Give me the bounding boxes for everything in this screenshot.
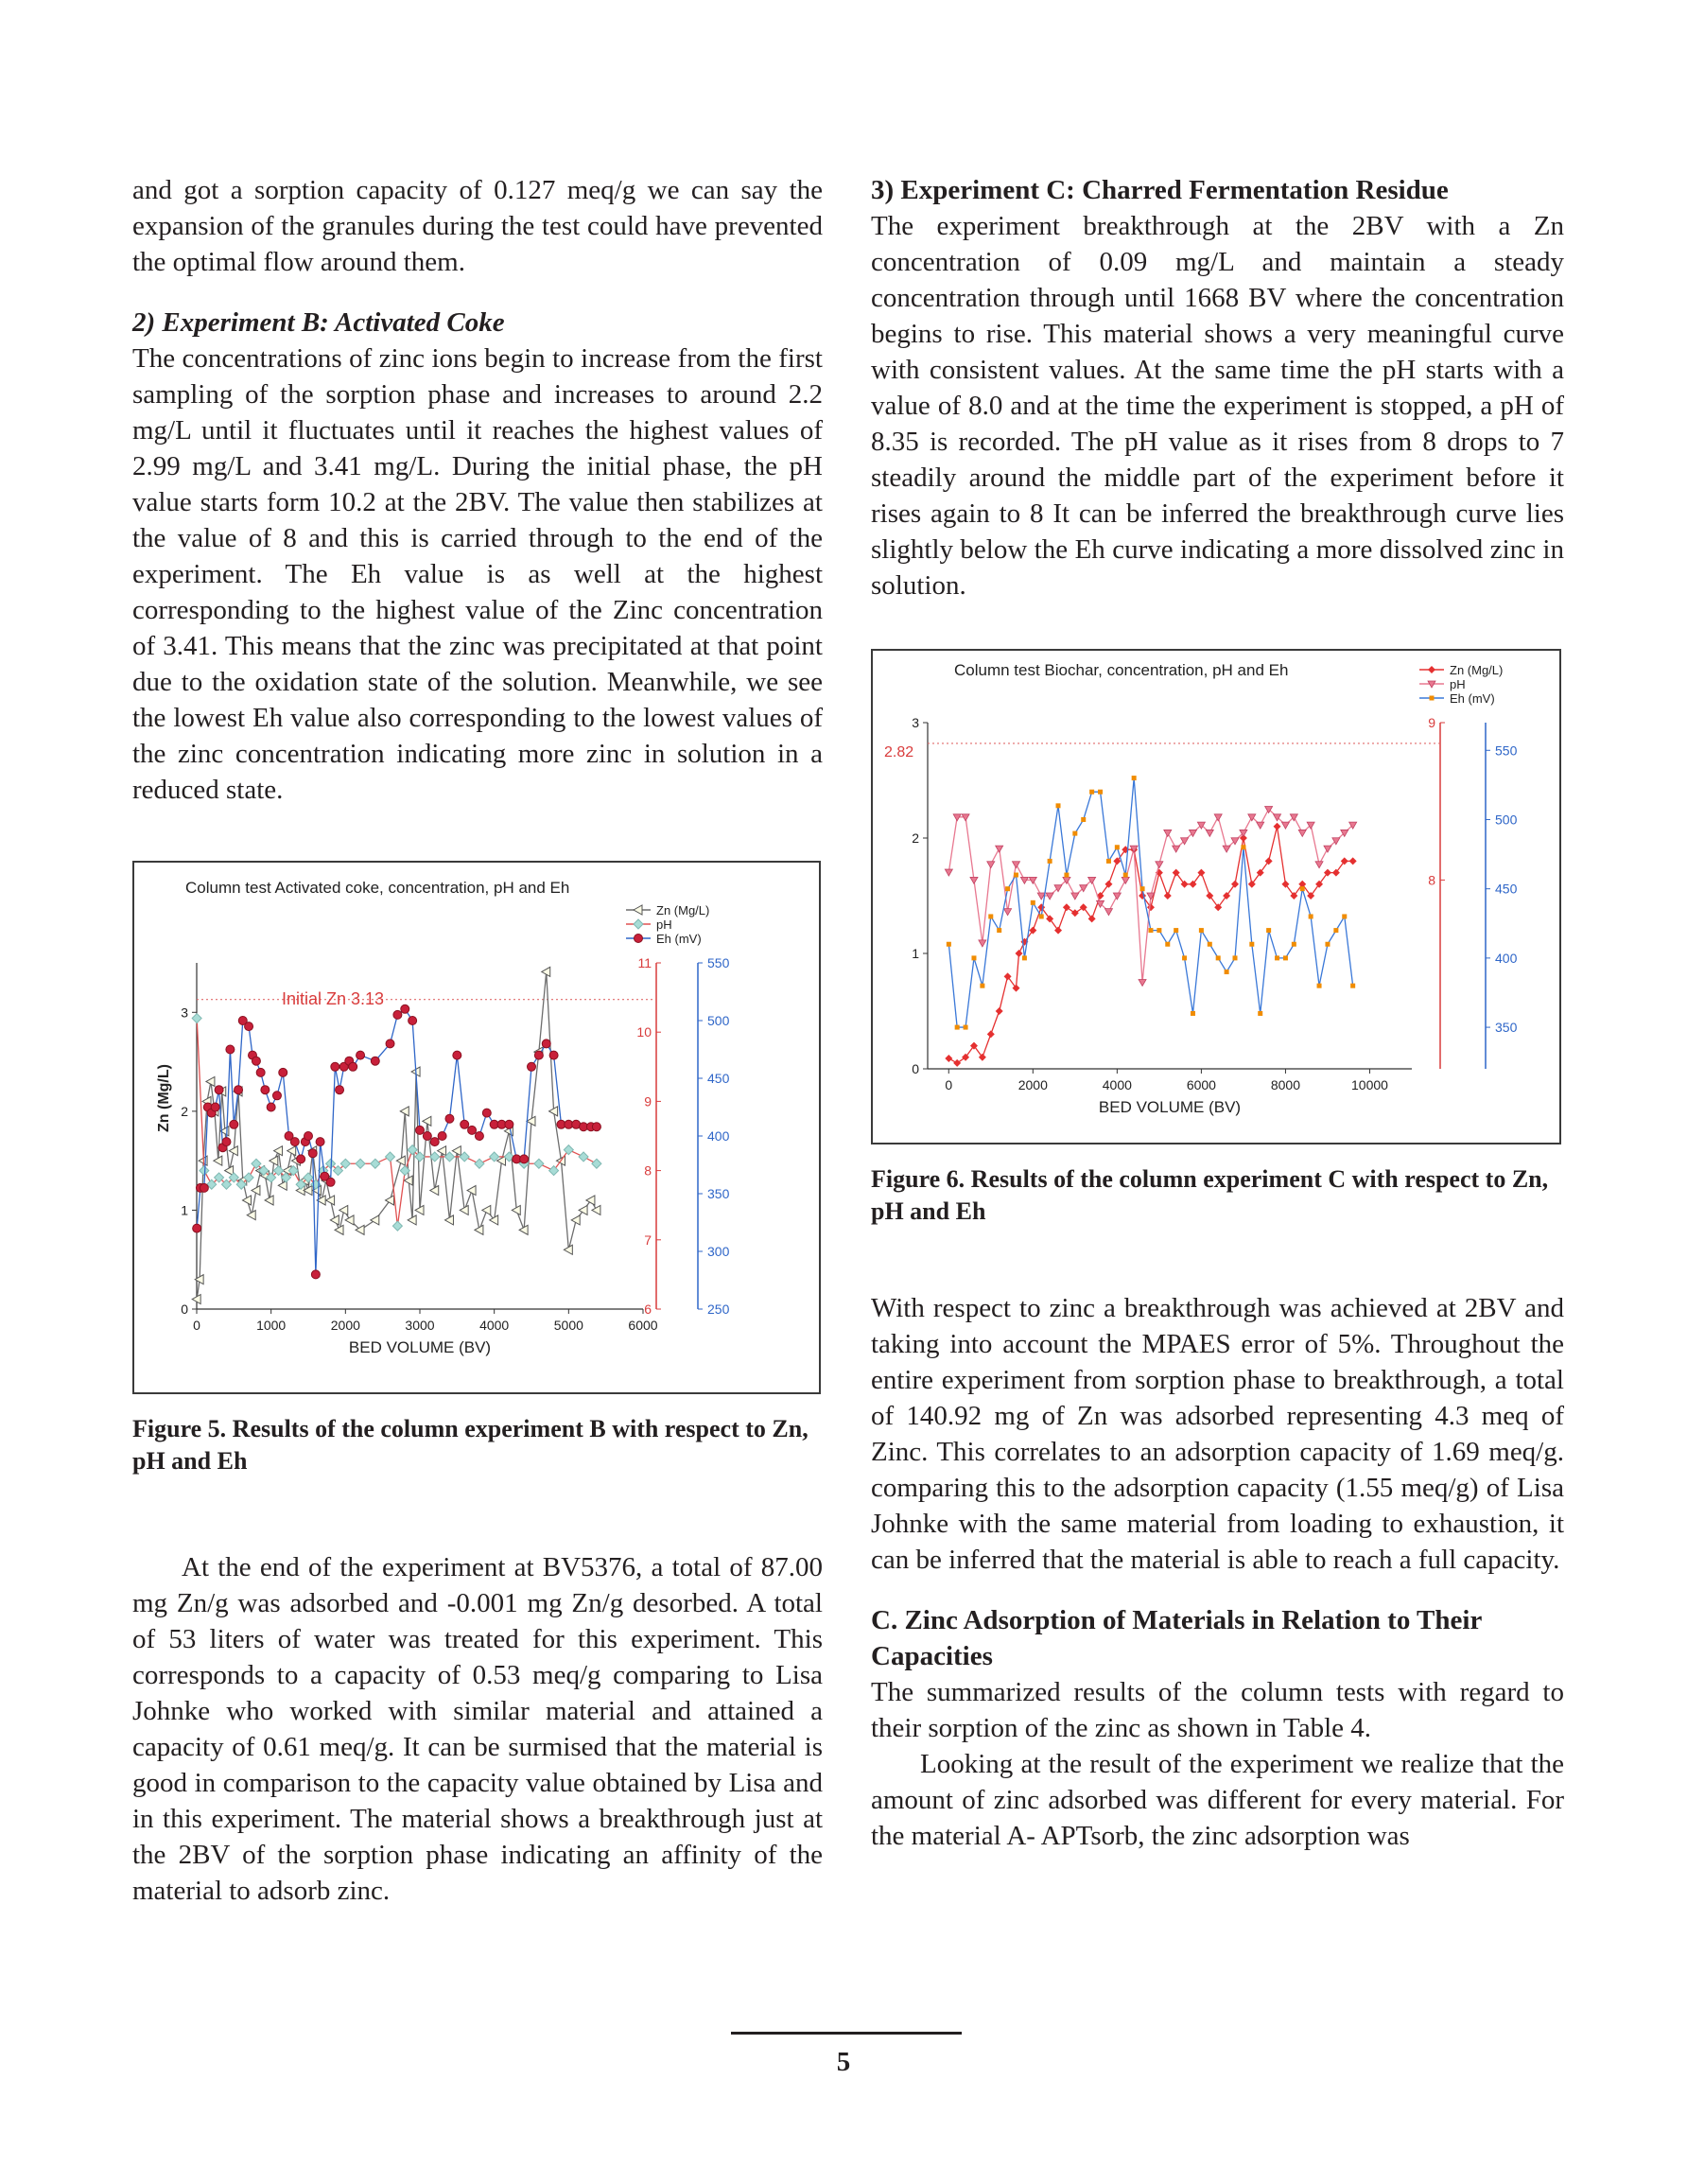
data-point-zn bbox=[1274, 823, 1281, 830]
data-point-eh bbox=[1300, 886, 1305, 891]
data-point-eh bbox=[468, 1126, 477, 1134]
figure-6 bbox=[871, 649, 1561, 1144]
data-point-zn bbox=[1016, 950, 1023, 957]
data-point-eh bbox=[1191, 1011, 1195, 1016]
data-point-eh bbox=[1132, 776, 1137, 780]
data-point-eh bbox=[215, 1086, 223, 1094]
data-point-eh bbox=[423, 1132, 431, 1141]
eh-tick-label: 350 bbox=[707, 1186, 730, 1201]
data-point-zn bbox=[1071, 909, 1079, 917]
x-tick-label: 1000 bbox=[256, 1318, 287, 1333]
data-point-eh bbox=[475, 1132, 483, 1141]
data-point-eh bbox=[1157, 928, 1161, 933]
data-point-ph bbox=[200, 1166, 209, 1176]
data-point-zn bbox=[953, 1059, 961, 1067]
x-tick-label: 8000 bbox=[1270, 1077, 1301, 1092]
data-point-eh bbox=[988, 914, 993, 918]
y-axis-label: Zn (Mg/L) bbox=[156, 1064, 172, 1132]
figure-5 bbox=[132, 861, 821, 1394]
data-point-ph bbox=[549, 1166, 559, 1176]
data-point-eh bbox=[331, 1062, 339, 1071]
data-point-eh bbox=[308, 1149, 317, 1158]
data-point-eh bbox=[401, 1005, 409, 1013]
data-point-ph bbox=[192, 1014, 201, 1023]
data-point-ph bbox=[564, 1145, 573, 1155]
data-point-zn bbox=[490, 1215, 498, 1225]
data-point-eh bbox=[980, 984, 984, 988]
data-point-ph bbox=[1139, 980, 1146, 987]
data-point-eh bbox=[226, 1045, 235, 1054]
legend-label-eh: Eh (mV) bbox=[1450, 691, 1495, 706]
data-point-eh bbox=[1148, 928, 1153, 933]
data-point-eh bbox=[290, 1138, 299, 1146]
data-point-eh bbox=[357, 1051, 365, 1059]
data-point-eh bbox=[297, 1155, 305, 1163]
eh-tick-label: 450 bbox=[1495, 881, 1518, 897]
legend-label-ph: pH bbox=[1450, 677, 1466, 691]
data-point-ph bbox=[970, 877, 978, 883]
annotation-label: Initial Zn 3.13 bbox=[282, 989, 385, 1008]
data-point-eh bbox=[947, 942, 951, 947]
data-point-zn bbox=[987, 1030, 995, 1038]
data-point-eh bbox=[1106, 859, 1111, 864]
data-point-eh bbox=[304, 1132, 313, 1141]
data-point-eh bbox=[482, 1109, 491, 1117]
eh-tick-label: 400 bbox=[1495, 950, 1518, 966]
data-point-ph bbox=[1122, 877, 1129, 883]
data-point-eh bbox=[336, 1086, 344, 1094]
data-point-eh bbox=[211, 1103, 219, 1111]
data-point-eh bbox=[1317, 984, 1322, 988]
data-point-eh bbox=[955, 1025, 960, 1030]
eh-tick-label: 300 bbox=[707, 1244, 730, 1259]
data-point-zn bbox=[467, 1186, 476, 1196]
data-point-eh bbox=[326, 1178, 335, 1186]
data-point-zn bbox=[274, 1146, 283, 1156]
data-point-eh bbox=[230, 1120, 238, 1128]
data-point-eh bbox=[349, 1062, 357, 1071]
data-point-eh bbox=[438, 1132, 446, 1141]
data-point-eh bbox=[445, 1114, 454, 1123]
data-point-ph bbox=[1012, 862, 1019, 868]
data-point-eh bbox=[409, 1017, 417, 1025]
data-point-eh bbox=[1048, 859, 1052, 864]
data-point-ph bbox=[1173, 846, 1180, 852]
section-heading-zinc-adsorption: C. Zinc Adsorption of Materials in Relation to Their Capacities bbox=[871, 1605, 1482, 1671]
x-tick-label: 2000 bbox=[1017, 1077, 1048, 1092]
chart-figure-5 bbox=[134, 863, 819, 1392]
data-point-ph bbox=[371, 1159, 380, 1168]
data-point-eh bbox=[235, 1086, 243, 1094]
data-point-eh bbox=[416, 1126, 425, 1134]
data-point-zn bbox=[1349, 857, 1357, 865]
data-point-zn bbox=[579, 1205, 587, 1214]
paragraph: With respect to zinc a breakthrough was achieved at 2BV and taking into account the MPAES error of 5%. Throughout the entire experiment from sorption phase to breakthrough, a total of 140.92 mg of Zn was adsorbed representing 4.3 meq of Zinc. This correlates to an adsorption capacity of 1.69 meq/g. comparing this to the adsorption capacity (1.55 meq/g) of Lisa Johnke with the same material from loading to exhaustion, it can be inferred that the material is able to reach a full capacity. bbox=[871, 1293, 1564, 1575]
data-point-eh bbox=[971, 955, 976, 960]
eh-tick-label: 250 bbox=[707, 1302, 730, 1317]
data-point-eh bbox=[1292, 942, 1296, 947]
data-point-eh bbox=[1039, 914, 1044, 918]
data-point-ph bbox=[1113, 893, 1121, 900]
data-point-ph bbox=[979, 940, 986, 947]
ph-tick-label: 9 bbox=[1428, 715, 1435, 730]
right-column bbox=[871, 172, 1564, 1854]
data-point-eh bbox=[1266, 928, 1271, 933]
y-tick-label: 3 bbox=[912, 715, 919, 730]
data-point-eh bbox=[1056, 803, 1061, 808]
x-axis-label: BED VOLUME (BV) bbox=[348, 1338, 492, 1356]
data-point-eh bbox=[371, 1057, 379, 1065]
data-point-zn bbox=[335, 1225, 343, 1234]
footer-rule bbox=[731, 2032, 962, 2035]
data-point-eh bbox=[1098, 790, 1103, 795]
data-point-eh bbox=[1325, 942, 1330, 947]
data-point-zn bbox=[586, 1196, 595, 1205]
data-point-ph bbox=[1298, 830, 1306, 836]
data-point-eh bbox=[1014, 873, 1018, 878]
data-point-eh bbox=[549, 1051, 558, 1059]
data-point-eh bbox=[1350, 984, 1355, 988]
figure-6-caption: Figure 6. Results of the column experiment C with respect to Zn, pH and Eh bbox=[871, 1165, 1549, 1225]
data-point-eh bbox=[1216, 955, 1221, 960]
y-tick-label: 1 bbox=[912, 946, 919, 961]
data-point-ph bbox=[1004, 909, 1012, 916]
data-point-eh bbox=[528, 1062, 536, 1071]
data-point-eh bbox=[520, 1155, 529, 1163]
data-point-eh bbox=[1165, 942, 1170, 947]
data-point-zn bbox=[945, 1055, 952, 1062]
data-point-eh bbox=[430, 1138, 439, 1146]
data-point-eh bbox=[1342, 914, 1347, 918]
data-point-zn bbox=[371, 1215, 379, 1225]
x-tick-label: 2000 bbox=[330, 1318, 360, 1333]
series-line-zn bbox=[197, 971, 597, 1299]
data-point-ph bbox=[1281, 822, 1289, 829]
data-point-eh bbox=[534, 1051, 543, 1059]
data-point-eh bbox=[386, 1040, 394, 1048]
eh-tick-label: 350 bbox=[1495, 1020, 1518, 1036]
data-point-ph bbox=[356, 1159, 365, 1168]
y-tick-label: 3 bbox=[181, 1005, 188, 1021]
data-point-eh bbox=[267, 1103, 275, 1111]
data-point-eh bbox=[1081, 817, 1086, 822]
data-point-eh bbox=[1283, 955, 1288, 960]
chart-title: Column test Activated coke, concentration, pH and Eh bbox=[185, 879, 570, 897]
data-point-eh bbox=[316, 1138, 324, 1146]
data-point-eh bbox=[279, 1068, 287, 1076]
paragraph: At the end of the experiment at BV5376, a total of 87.00 mg Zn/g was adsorbed and -0.001 mg Zn/g desorbed. A total of 53 liters of water was treated for this experiment. This corresponds to a capacity of 0.53 meq/g comparing to Lisa Johnke who worked with similar material and attained a capacity of 0.61 meq/g. It can be surmised that the material is good in comparison to the capacity value obtained by Lisa and in this experiment. The material shows a breakthrough just at the 2BV of the sorption phase indicating an affinity of the material to adsorb zinc. bbox=[132, 1552, 823, 1906]
x-axis-label: BED VOLUME (BV) bbox=[1098, 1098, 1242, 1116]
legend-marker-zn bbox=[634, 905, 642, 915]
data-point-ph bbox=[1206, 830, 1213, 836]
data-point-eh bbox=[542, 1040, 550, 1048]
data-point-ph bbox=[987, 862, 995, 868]
data-point-ph bbox=[592, 1159, 601, 1168]
eh-tick-label: 500 bbox=[1495, 812, 1518, 828]
data-point-ph bbox=[475, 1159, 484, 1168]
data-point-ph bbox=[1164, 830, 1172, 836]
data-point-ph bbox=[579, 1152, 588, 1162]
legend-label-ph: pH bbox=[656, 917, 672, 932]
annotation-label: 2.82 bbox=[884, 744, 914, 760]
data-point-ph bbox=[386, 1152, 395, 1162]
series-line-ph bbox=[197, 1019, 597, 1227]
data-point-zn bbox=[592, 1205, 600, 1214]
data-point-eh bbox=[964, 1025, 968, 1030]
eh-tick-label: 450 bbox=[707, 1071, 730, 1086]
data-point-eh bbox=[193, 1224, 201, 1232]
legend-label-zn: Zn (Mg/L) bbox=[656, 903, 710, 917]
page-number: 5 bbox=[836, 2047, 851, 2077]
ph-tick-label: 8 bbox=[1428, 872, 1435, 888]
data-point-eh bbox=[245, 1022, 253, 1031]
ph-tick-label: 10 bbox=[636, 1024, 652, 1040]
legend-marker-zn bbox=[1428, 666, 1435, 673]
data-point-ph bbox=[1214, 814, 1222, 821]
data-point-ph bbox=[1324, 846, 1331, 852]
eh-tick-label: 550 bbox=[707, 955, 730, 970]
data-point-ph bbox=[1156, 862, 1163, 868]
data-point-zn bbox=[386, 1196, 394, 1205]
x-tick-label: 3000 bbox=[405, 1318, 435, 1333]
data-point-eh bbox=[222, 1138, 231, 1146]
data-point-eh bbox=[1072, 831, 1077, 836]
data-point-ph bbox=[1071, 893, 1079, 900]
data-point-eh bbox=[1249, 942, 1254, 947]
ph-tick-label: 7 bbox=[644, 1232, 652, 1248]
legend-marker-ph bbox=[634, 919, 643, 929]
paragraph: The concentrations of zinc ions begin to increase from the first sampling of the sorption phase and increases to around 2.2 mg/L until it fluctuates until it reaches the highest values of 2.99 mg/L and 3.41 mg/L. During the initial phase, the pH value starts form 10.2 at the 2BV. The value then stabilizes at the value of 8 and this is carried through to the end of the experiment. The Eh value is as well at the highest corresponding to the highest value of the Zinc concentration of 3.41. This means that the zinc was precipitated at that point due to the oxidation state of the solution. Meanwhile, we see the lowest Eh value also corresponding to the lowest values of the zinc concentration indicating more zinc in solution in a reduced state. bbox=[132, 343, 823, 805]
x-tick-label: 0 bbox=[193, 1318, 200, 1333]
y-tick-label: 2 bbox=[181, 1103, 188, 1119]
data-point-zn bbox=[482, 1205, 491, 1214]
x-tick-label: 4000 bbox=[479, 1318, 510, 1333]
ph-tick-label: 6 bbox=[644, 1302, 652, 1317]
data-point-eh bbox=[1064, 873, 1069, 878]
data-point-eh bbox=[272, 1092, 281, 1100]
data-point-eh bbox=[592, 1123, 600, 1131]
data-point-zn bbox=[345, 1215, 354, 1225]
paragraph: Looking at the result of the experiment we realize that the amount of zinc adsorbed was different for every material. For the material A- APTsorb, the zinc adsorption was bbox=[871, 1749, 1564, 1851]
data-point-eh bbox=[1182, 955, 1187, 960]
section-heading-experiment-b: 2) Experiment B: Activated Coke bbox=[132, 307, 505, 338]
data-point-eh bbox=[1005, 886, 1010, 891]
ph-tick-label: 11 bbox=[637, 955, 652, 970]
data-point-eh bbox=[1140, 886, 1145, 891]
data-point-ph bbox=[1315, 862, 1323, 868]
data-point-ph bbox=[1223, 846, 1230, 852]
data-point-eh bbox=[1199, 928, 1204, 933]
data-point-eh bbox=[200, 1183, 208, 1192]
legend-marker-eh bbox=[1430, 696, 1435, 701]
series-line-eh bbox=[197, 1009, 597, 1275]
data-point-eh bbox=[1174, 928, 1178, 933]
data-point-eh bbox=[1275, 955, 1279, 960]
chart-title: Column test Biochar, concentration, pH and Eh bbox=[954, 661, 1289, 679]
x-tick-label: 4000 bbox=[1102, 1077, 1132, 1092]
data-point-eh bbox=[311, 1270, 320, 1279]
x-tick-label: 6000 bbox=[628, 1318, 658, 1333]
paragraph: The summarized results of the column tests with regard to their sorption of the zinc as shown in Table 4. bbox=[871, 1677, 1564, 1743]
eh-tick-label: 500 bbox=[707, 1013, 730, 1028]
y-tick-label: 2 bbox=[912, 830, 919, 846]
data-point-zn bbox=[996, 1007, 1003, 1015]
data-point-zn bbox=[1063, 903, 1070, 911]
x-tick-label: 0 bbox=[945, 1077, 953, 1092]
x-tick-label: 6000 bbox=[1186, 1077, 1216, 1092]
data-point-eh bbox=[1225, 970, 1229, 974]
data-point-eh bbox=[261, 1086, 270, 1094]
data-point-ph bbox=[392, 1221, 402, 1231]
paragraph: The experiment breakthrough at the 2BV with a Zn concentration of 0.09 mg/L and maintain a steady concentration through until 1668 BV where the concentration begins to rise. This material shows a very meaningful curve with consistent values. At the same time the pH starts with a value of 8.0 and at the time the experiment is stopped, a pH of 8.35 is recorded. The pH value as it rises from 8 drops to 7 steadily around the middle part of the experiment before it rises again to 8 It can be inferred the breakthrough curve lies slightly below the Eh curve indicating a more dissolved zinc in solution. bbox=[871, 211, 1564, 601]
y-tick-label: 0 bbox=[912, 1061, 919, 1076]
x-tick-label: 10000 bbox=[1351, 1077, 1388, 1092]
eh-tick-label: 550 bbox=[1495, 743, 1518, 759]
data-point-zn bbox=[1164, 892, 1172, 900]
eh-tick-label: 400 bbox=[707, 1128, 730, 1144]
data-point-eh bbox=[1208, 942, 1212, 947]
paragraph: and got a sorption capacity of 0.127 meq/g we can say the expansion of the granules during the test could have prevented the optimal flow around them. bbox=[132, 175, 823, 277]
left-column bbox=[132, 172, 823, 1909]
data-point-eh bbox=[505, 1120, 513, 1128]
data-point-eh bbox=[1333, 928, 1338, 933]
data-point-eh bbox=[1031, 900, 1035, 905]
data-point-eh bbox=[1089, 790, 1094, 795]
data-point-ph bbox=[1104, 909, 1112, 916]
data-point-eh bbox=[461, 1120, 469, 1128]
section-heading-experiment-c: 3) Experiment C: Charred Fermentation Residue bbox=[871, 175, 1449, 205]
legend-label-zn: Zn (Mg/L) bbox=[1450, 663, 1504, 677]
x-tick-label: 5000 bbox=[553, 1318, 583, 1333]
ph-tick-label: 8 bbox=[644, 1162, 652, 1179]
y-tick-label: 1 bbox=[181, 1202, 188, 1218]
data-point-eh bbox=[256, 1068, 265, 1076]
legend-marker-eh bbox=[635, 935, 643, 943]
data-point-eh bbox=[1241, 845, 1245, 849]
data-point-eh bbox=[453, 1051, 461, 1059]
data-point-eh bbox=[252, 1057, 260, 1065]
data-point-ph bbox=[945, 869, 952, 876]
data-point-eh bbox=[997, 928, 1001, 933]
chart-figure-6 bbox=[873, 651, 1559, 1143]
legend-label-eh: Eh (mV) bbox=[656, 932, 702, 946]
data-point-eh bbox=[393, 1010, 402, 1019]
figure-5-caption: Figure 5. Results of the column experiment B with respect to Zn, pH and Eh bbox=[132, 1415, 809, 1475]
data-point-eh bbox=[1123, 873, 1128, 878]
data-point-eh bbox=[1258, 1011, 1262, 1016]
data-point-eh bbox=[1022, 955, 1027, 960]
data-point-ph bbox=[534, 1159, 544, 1168]
ph-tick-label: 9 bbox=[644, 1093, 652, 1109]
y-tick-label: 0 bbox=[181, 1302, 188, 1317]
data-point-ph bbox=[1257, 822, 1264, 829]
data-point-zn bbox=[519, 1225, 528, 1234]
data-point-eh bbox=[1233, 955, 1238, 960]
data-point-ph bbox=[996, 846, 1003, 852]
data-point-eh bbox=[1309, 914, 1313, 918]
data-point-eh bbox=[1115, 845, 1120, 849]
